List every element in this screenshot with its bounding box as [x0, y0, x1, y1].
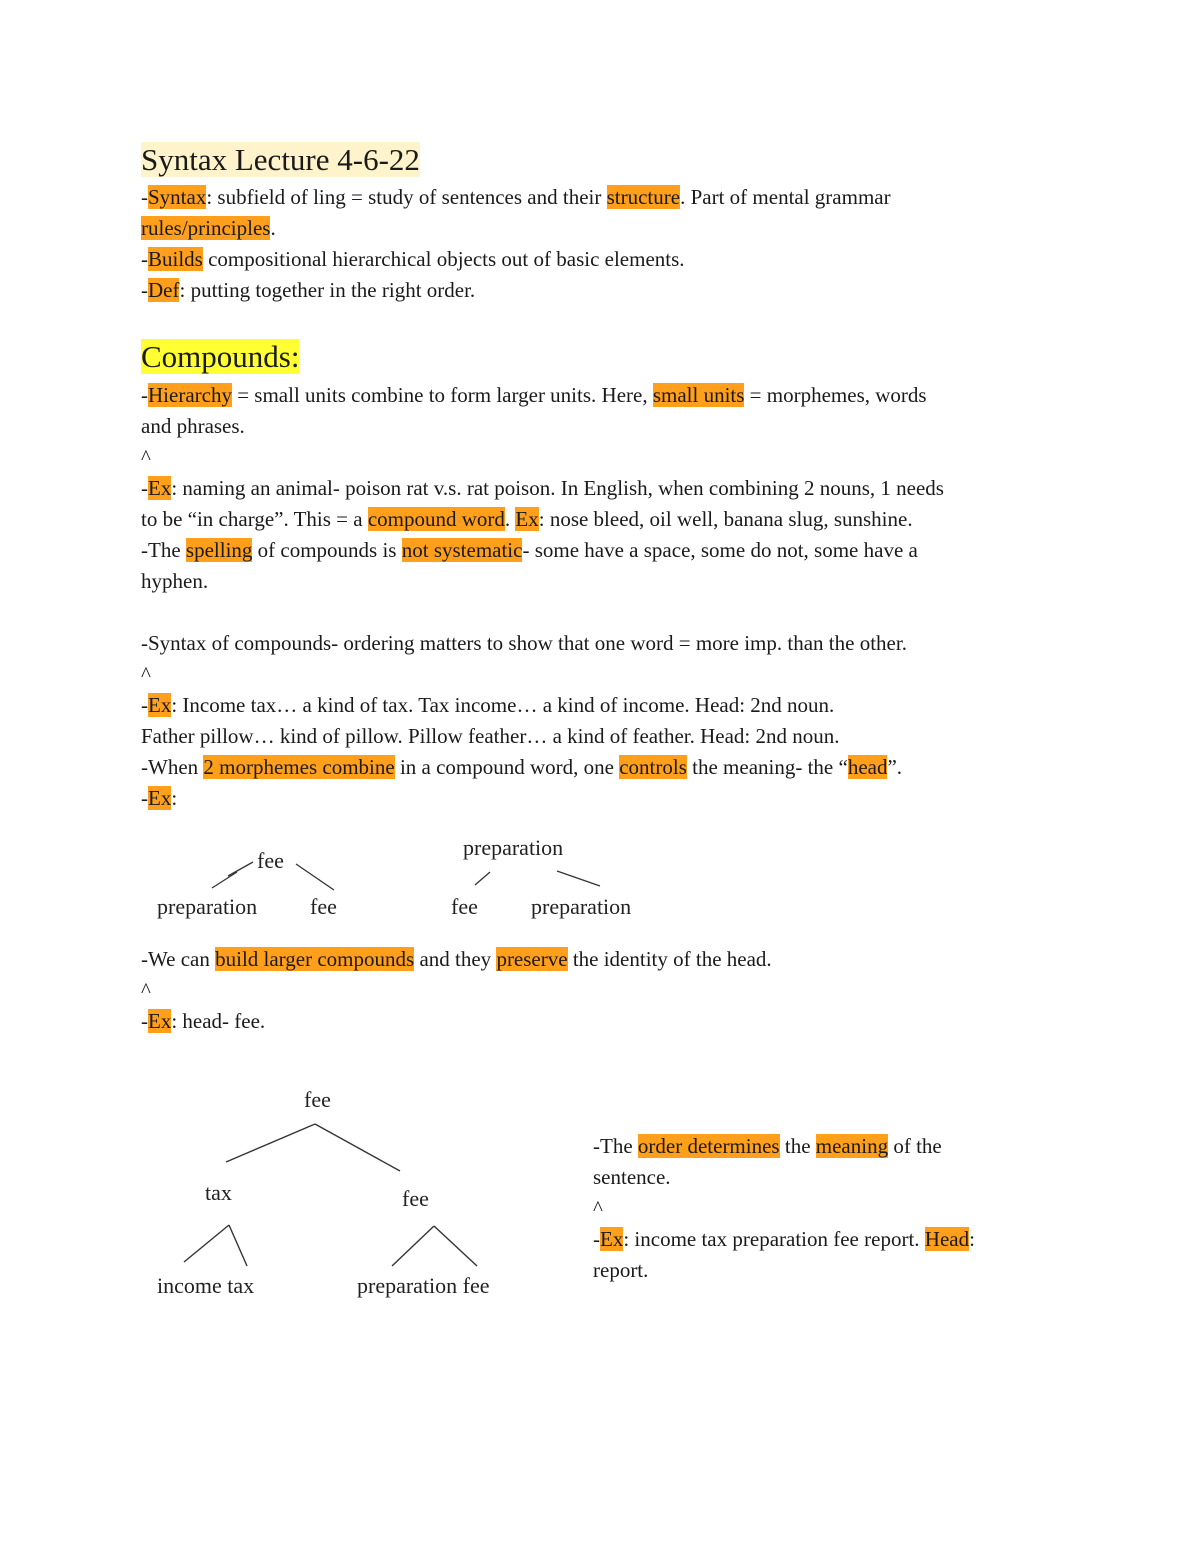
text-span: -	[141, 476, 148, 500]
text-span: -	[141, 247, 148, 271]
tree3-leaf-branch-1	[184, 1225, 229, 1262]
tree3-leaf-branch-4	[434, 1226, 477, 1266]
text-span: and they	[414, 947, 497, 971]
compounds-heading: Compounds:	[141, 339, 300, 374]
text-span: of compounds is	[252, 538, 402, 562]
tree1-root: fee	[257, 848, 284, 873]
side-line-1	[593, 1131, 942, 1162]
highlighted-text: Ex	[515, 507, 539, 531]
highlighted-text: rules/principles	[141, 216, 271, 240]
text-span: = small units combine to form larger units. Here,	[231, 383, 653, 407]
text-span: .	[504, 507, 516, 531]
text-span: -	[141, 1009, 148, 1033]
side-line-2: sentence.	[593, 1165, 671, 1189]
highlighted-text: controls	[619, 755, 687, 779]
tree2-right: preparation	[531, 894, 632, 919]
compounds-line-11: Father pillow… kind of pillow. Pillow feather… a kind of feather. Head: 2nd noun.	[141, 724, 840, 748]
side-line-4	[593, 1224, 975, 1255]
tree3-mid-left: tax	[205, 1180, 232, 1205]
highlighted-text: Ex	[148, 693, 172, 717]
tree1-left: preparation	[157, 894, 258, 919]
highlighted-text: structure	[606, 185, 681, 209]
text-span: - some have a space, some do not, some have a	[522, 538, 918, 562]
text-span: :	[171, 786, 178, 810]
highlighted-text: Ex	[148, 1009, 172, 1033]
compounds-line-2: and phrases.	[141, 414, 245, 438]
highlighted-text: Ex	[148, 476, 172, 500]
highlighted-text: build larger compounds	[215, 947, 415, 971]
highlighted-text: Def	[148, 278, 180, 302]
highlighted-text: meaning	[815, 1134, 889, 1158]
compounds-line-9: ^	[141, 662, 151, 686]
tree3-leaf-right: preparation fee	[357, 1273, 490, 1298]
text-span: = morphemes, words	[744, 383, 927, 407]
text-span: ”.	[887, 755, 903, 779]
larger-line-2: ^	[141, 978, 151, 1002]
text-span: -We can	[141, 947, 216, 971]
highlighted-text: order determines	[637, 1134, 780, 1158]
compounds-line-8: -Syntax of compounds- ordering matters to show that one word = more imp. than the other.	[141, 631, 907, 655]
text-span: to be “in charge”. This = a	[141, 507, 368, 531]
side-line-5: report.	[593, 1258, 649, 1282]
tree3-mid-right: fee	[402, 1186, 429, 1211]
text-span: -	[141, 383, 148, 407]
highlighted-text: Ex	[600, 1227, 624, 1251]
side-line-3: ^	[593, 1196, 603, 1220]
highlighted-text: preserve	[496, 947, 568, 971]
text-span: -	[141, 786, 148, 810]
highlighted-text: 2 morphemes combine	[203, 755, 395, 779]
highlighted-text: Builds	[148, 247, 203, 271]
tree3-branch-left	[226, 1124, 315, 1162]
highlighted-text: Hierarchy	[148, 383, 232, 407]
highlighted-text: Ex	[148, 786, 172, 810]
tree2-root: preparation	[463, 835, 564, 860]
tree3-root: fee	[304, 1087, 331, 1112]
text-span: -	[593, 1227, 600, 1251]
text-span: . Part of mental grammar	[680, 185, 891, 209]
text-span: -	[141, 185, 148, 209]
text-span: the meaning- the “	[686, 755, 848, 779]
text-span: -The	[593, 1134, 638, 1158]
text-span: : head- fee.	[171, 1009, 266, 1033]
text-span: the identity of the head.	[567, 947, 772, 971]
tree3-leaf-branch-2	[229, 1225, 247, 1266]
title-text: Syntax Lecture 4-6-22	[141, 142, 420, 177]
text-span: of the	[888, 1134, 942, 1158]
tree-income-tax-preparation-fee	[157, 1087, 490, 1298]
highlighted-text: not systematic	[401, 538, 523, 562]
text-span: -When	[141, 755, 204, 779]
tree3-leaf-left: income tax	[157, 1273, 255, 1298]
text-span: : income tax preparation fee report.	[623, 1227, 925, 1251]
compounds-line-7: hyphen.	[141, 569, 209, 593]
tree3-leaf-branch-3	[392, 1226, 434, 1266]
compounds-line-3: ^	[141, 445, 151, 469]
highlighted-text: small units	[652, 383, 745, 407]
text-span: in a compound word, one	[394, 755, 620, 779]
text-span: : putting together in the right order.	[179, 278, 476, 302]
highlighted-text: head	[847, 755, 888, 779]
tree1-right: fee	[310, 894, 337, 919]
highlighted-text: compound word	[367, 507, 505, 531]
text-span: .	[270, 216, 276, 240]
text-span: the	[779, 1134, 816, 1158]
highlighted-text: Syntax	[148, 185, 207, 209]
text-span: compositional hierarchical objects out of basic elements.	[202, 247, 685, 271]
text-span: : nose bleed, oil well, banana slug, sunshine.	[538, 507, 913, 531]
text-span: -The	[141, 538, 186, 562]
text-span: : subfield of ling = study of sentences and their	[206, 185, 607, 209]
highlighted-text: spelling	[185, 538, 253, 562]
highlighted-text: Head	[924, 1227, 970, 1251]
text-span: :	[969, 1227, 975, 1251]
text-span: -	[141, 278, 148, 302]
tree2-left: fee	[451, 894, 478, 919]
text-span: -	[141, 693, 148, 717]
tree3-branch-right	[315, 1124, 400, 1171]
text-span: : naming an animal- poison rat v.s. rat poison. In English, when combining 2 nouns, 1 needs	[171, 476, 944, 500]
text-span: : Income tax… a kind of tax. Tax income… a kind of income. Head: 2nd noun.	[171, 693, 835, 717]
